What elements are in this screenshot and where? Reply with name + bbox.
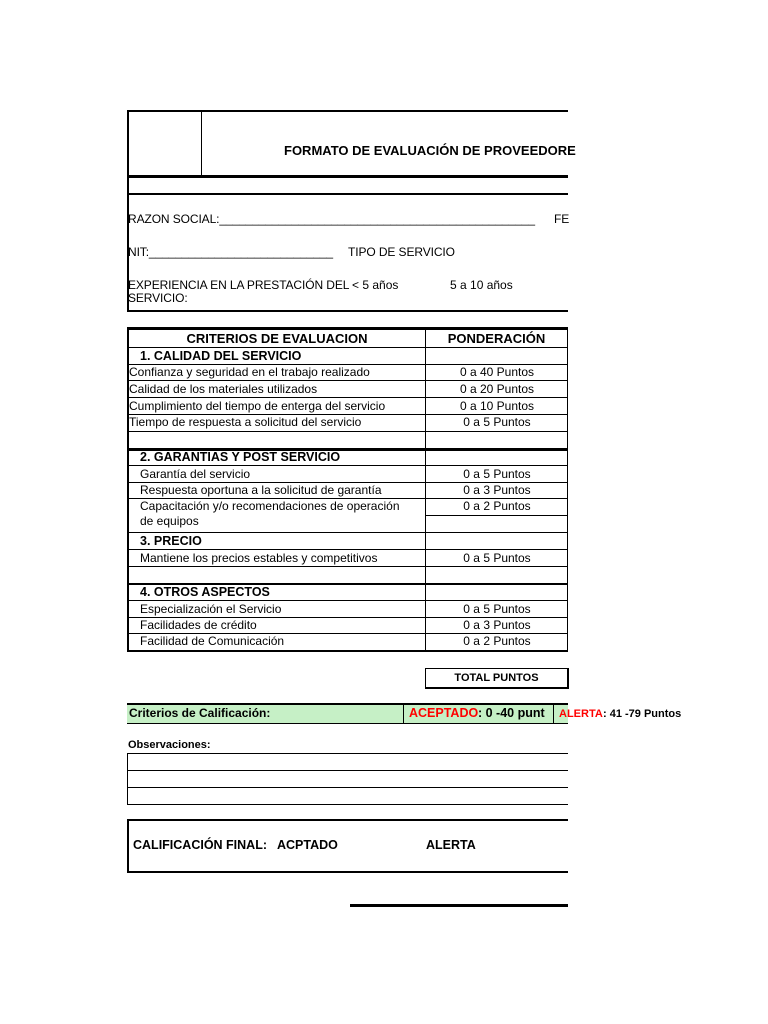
criterion-label: Especialización el Servicio [140,602,282,616]
criterion-label: Facilidades de crédito [140,618,257,632]
criterios-calificacion-bar [127,703,682,724]
criterios-label: Criterios de Calificación: [129,706,271,720]
page-title: FORMATO DE EVALUACIÓN DE PROVEEDORE [284,143,576,158]
criterion-label: Cumplimiento del tiempo de enterga del servicio [129,399,386,413]
criterion-points: 0 a 40 Puntos [459,365,535,379]
alerta-range: : 41 -79 Puntos [603,708,682,720]
section-title-calidad: 1. CALIDAD DEL SERVICIO [140,349,302,363]
signature-line [350,904,568,907]
criterion-label: Confianza y seguridad en el trabajo realizado [129,365,370,379]
logo-cell [129,112,201,175]
criterion-label: Capacitación y/o recomendaciones de operación [140,499,400,513]
criterion-points: 0 a 5 Puntos [463,415,531,429]
criterion-label: Facilidad de Comunicación [140,634,285,648]
col-header-ponderacion: PONDERACIÓN [447,331,546,346]
observaciones-line-2[interactable] [128,771,568,787]
section-title-precio: 3. PRECIO [140,534,202,548]
fecha-label: FE [554,212,570,226]
aceptado-label: ACEPTADO [409,706,479,720]
col-header-criterios: CRITERIOS DE EVALUACION [186,331,368,346]
alerta-label: ALERTA [559,708,603,720]
option-5-a-10-anos[interactable]: 5 a 10 años [450,278,513,292]
calificacion-final-label: CALIFICACIÓN FINAL: [133,838,268,852]
calificacion-option-alerta[interactable]: ALERTA [426,838,476,852]
criterion-points: 0 a 5 Puntos [463,551,531,565]
criterion-points: 0 a 20 Puntos [459,382,535,396]
calificacion-option-aceptado[interactable]: ACPTADO [277,838,338,852]
criterion-points: 0 a 3 Puntos [463,483,531,497]
criterion-label: Tiempo de respuesta a solicitud del servicio [129,415,362,429]
section-title-garantias: 2. GARANTIAS Y POST SERVICIO [140,450,341,464]
criterion-label: Mantiene los precios estables y competitivos [140,551,378,565]
criterion-points: 0 a 5 Puntos [463,467,531,481]
criterion-points: 0 a 2 Puntos [463,499,531,513]
experiencia-label: EXPERIENCIA EN LA PRESTACIÓN DEL [128,278,350,292]
criterion-label: Garantía del servicio [140,467,251,481]
razon-social-field[interactable]: RAZON SOCIAL:________________________________________________ [128,212,535,226]
criterion-points: 0 a 10 Puntos [459,399,535,413]
option-menos-5-anos[interactable]: < 5 años [352,278,399,292]
nit-field[interactable]: NIT:____________________________ [128,245,334,259]
tipo-servicio-label: TIPO DE SERVICIO [348,245,455,259]
criterion-label-continued: de equipos [140,514,199,528]
total-puntos-box [425,668,569,689]
criterion-points: 0 a 5 Puntos [463,602,531,616]
observaciones-line-1[interactable] [128,754,568,770]
criterion-label: Calidad de los materiales utilizados [129,382,318,396]
criterion-points: 0 a 3 Puntos [463,618,531,632]
criterion-points: 0 a 2 Puntos [463,634,531,648]
aceptado-range: : 0 -40 punt [478,706,545,720]
experiencia-label-2: SERVICIO: [128,291,188,305]
observaciones-line-3[interactable] [128,788,568,804]
criterion-label: Respuesta oportuna a la solicitud de garantía [140,483,382,497]
total-puntos-label: TOTAL PUNTOS [454,672,539,684]
section-title-otros: 4. OTROS ASPECTOS [140,585,270,599]
observaciones-label: Observaciones: [128,739,211,751]
